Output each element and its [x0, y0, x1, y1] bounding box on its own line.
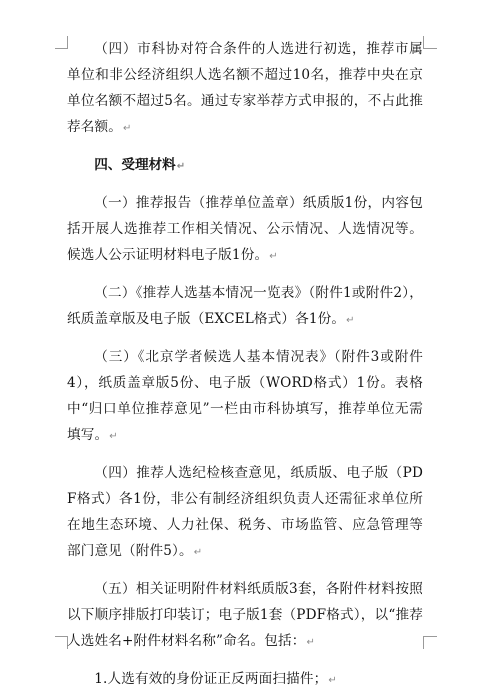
- paragraph-text: （四）市科协对符合条件的人选进行初选，推荐市属单位和非公经济组织人选名额不超过10名，推荐中央在京单位名额不超过5名。通过专家举荐方式申报的，不占此推荐名额。: [67, 41, 423, 135]
- crop-mark-bottom-right-h: [424, 636, 437, 637]
- list-item-id-scan: [67, 666, 423, 694]
- paragraph-municipal-screening: [67, 36, 423, 142]
- paragraph-item-2: [67, 280, 423, 334]
- paragraph-text: （一）推荐报告（推荐单位盖章）纸质版1份，内容包括开展人选推荐工作相关情况、公示情况、人选情况等。候选人公示证明材料电子版1份。: [67, 195, 423, 263]
- paragraph-item-3: [67, 344, 423, 450]
- paragraph-text: （三）《北京学者候选人基本情况表》（附件3或附件4），纸质盖章版5份、电子版（WORD格式）1份。表格中“归口单位推荐意见”一栏由市科协填写，推荐单位无需填写。: [67, 349, 423, 443]
- paragraph-text: 1.人选有效的身份证正反两面扫描件；: [94, 671, 328, 687]
- paragraph-text: （四）推荐人选纪检核查意见，纸质版、电子版（PDF格式）各1份，非公有制经济组织负责人还需征求单位所在地生态环境、人力社保、税务、市场监管、应急管理等部门意见（附件5）。: [67, 465, 423, 559]
- paragraph-item-5: [67, 576, 423, 656]
- paragraph-text: （二）《推荐人选基本情况一览表》（附件1或附件2），纸质盖章版及电子版（EXCEL格式）各1份。: [67, 285, 423, 327]
- paragraph-mark-icon: ↵: [306, 637, 316, 648]
- paragraph-text: （五）相关证明附件材料纸质版3套，各附件材料按照以下顺序排版打印装订；电子版1套（PDF格式），以“推荐人选姓名+附件材料名称”命名。包括：: [67, 581, 423, 649]
- paragraph-mark-icon: ↵: [269, 251, 278, 262]
- crop-mark-bottom-right-v: [423, 636, 424, 649]
- section-heading-materials: [67, 152, 423, 180]
- crop-mark-top-right-h: [424, 48, 437, 49]
- paragraph-mark-icon: ↵: [328, 675, 337, 686]
- paragraph-mark-icon: ↵: [193, 547, 203, 558]
- heading-text: 四、受理材料: [94, 157, 176, 173]
- crop-mark-top-right-v: [423, 36, 424, 49]
- paragraph-mark-icon: ↵: [176, 161, 186, 172]
- document-body: [67, 36, 423, 694]
- paragraph-item-1: [67, 190, 423, 270]
- paragraph-mark-icon: ↵: [122, 123, 132, 134]
- paragraph-item-4: [67, 460, 423, 566]
- paragraph-mark-icon: ↵: [346, 315, 355, 326]
- paragraph-mark-icon: ↵: [109, 431, 118, 442]
